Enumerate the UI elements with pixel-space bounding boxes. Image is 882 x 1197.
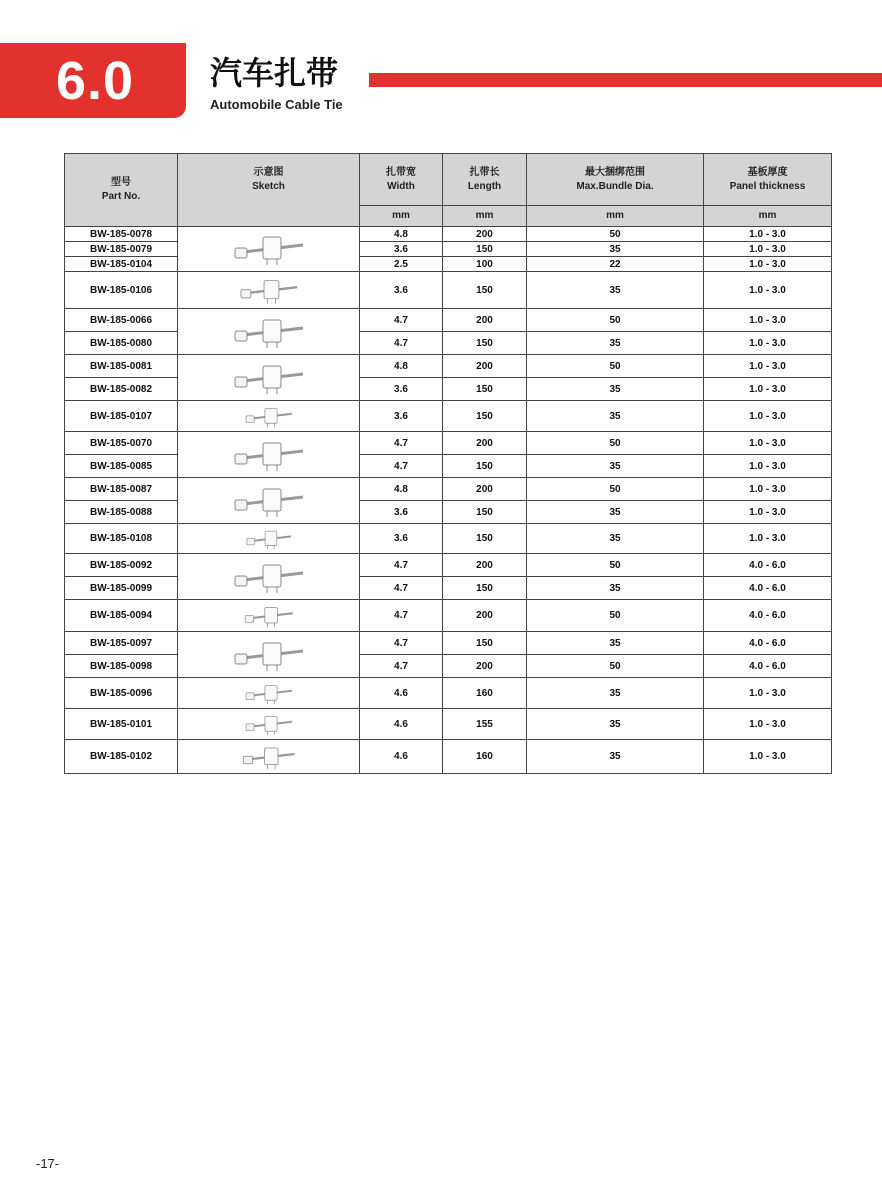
width-cell: 4.7 [360, 455, 443, 478]
panel-thickness-cell: 1.0 - 3.0 [704, 478, 832, 501]
part-number-cell: BW-185-0088 [65, 501, 178, 524]
part-number-cell: BW-185-0092 [65, 554, 178, 577]
page-subtitle: Automobile Cable Tie [210, 97, 343, 112]
bundle-dia-cell: 35 [527, 740, 704, 774]
sketch-cell [178, 272, 360, 309]
part-number-cell: BW-185-0079 [65, 242, 178, 257]
header-width-cn: 扎带宽 [386, 166, 416, 178]
header-panel-en: Panel thickness [729, 180, 806, 192]
header-width [360, 154, 443, 206]
table-row [65, 600, 832, 632]
cable-tie-sketch-icon [229, 711, 309, 738]
panel-thickness-cell: 1.0 - 3.0 [704, 432, 832, 455]
length-cell: 200 [443, 309, 527, 332]
length-cell: 150 [443, 524, 527, 554]
bundle-dia-cell: 35 [527, 678, 704, 709]
sketch-cell [178, 401, 360, 432]
cable-tie-sketch-icon [229, 358, 309, 398]
part-number-cell: BW-185-0101 [65, 709, 178, 740]
part-number-cell: BW-185-0094 [65, 600, 178, 632]
part-number-cell: BW-185-0107 [65, 401, 178, 432]
panel-thickness-cell: 4.0 - 6.0 [704, 577, 832, 600]
cable-tie-sketch-icon [229, 557, 309, 597]
bundle-dia-cell: 50 [527, 355, 704, 378]
bundle-dia-cell: 35 [527, 401, 704, 432]
width-cell: 4.7 [360, 655, 443, 678]
sketch-cell [178, 740, 360, 774]
header-bundle-en: Max.Bundle Dia. [576, 180, 654, 192]
length-cell: 150 [443, 378, 527, 401]
panel-thickness-cell: 4.0 - 6.0 [704, 600, 832, 632]
panel-thickness-cell: 1.0 - 3.0 [704, 355, 832, 378]
part-number-cell: BW-185-0085 [65, 455, 178, 478]
length-cell: 200 [443, 355, 527, 378]
bundle-dia-cell: 35 [527, 455, 704, 478]
panel-thickness-cell: 1.0 - 3.0 [704, 740, 832, 774]
width-cell: 3.6 [360, 401, 443, 432]
table-row [65, 478, 832, 501]
header-length-cn: 扎带长 [469, 166, 500, 178]
cable-tie-sketch-icon [229, 526, 309, 552]
header-panel-cn: 基板厚度 [747, 166, 788, 178]
table-row [65, 401, 832, 432]
length-cell: 160 [443, 740, 527, 774]
panel-thickness-cell: 1.0 - 3.0 [704, 309, 832, 332]
sketch-cell [178, 478, 360, 524]
length-cell: 150 [443, 242, 527, 257]
bundle-dia-cell: 35 [527, 501, 704, 524]
width-cell: 4.7 [360, 432, 443, 455]
panel-thickness-cell: 1.0 - 3.0 [704, 272, 832, 309]
part-number-cell: BW-185-0096 [65, 678, 178, 709]
part-number-cell: BW-185-0106 [65, 272, 178, 309]
length-cell: 155 [443, 709, 527, 740]
table-row [65, 355, 832, 378]
table-row [65, 554, 832, 577]
sketch-cell [178, 632, 360, 678]
length-cell: 200 [443, 478, 527, 501]
sketch-cell [178, 524, 360, 554]
table-row [65, 432, 832, 455]
cable-tie-sketch-icon [229, 635, 309, 675]
table-row [65, 272, 832, 309]
part-number-cell: BW-185-0102 [65, 740, 178, 774]
part-number-cell: BW-185-0082 [65, 378, 178, 401]
panel-thickness-cell: 1.0 - 3.0 [704, 401, 832, 432]
panel-thickness-cell: 1.0 - 3.0 [704, 257, 832, 272]
panel-thickness-cell: 1.0 - 3.0 [704, 524, 832, 554]
part-number-cell: BW-185-0070 [65, 432, 178, 455]
section-number: 6.0 [56, 51, 135, 111]
width-cell: 4.8 [360, 355, 443, 378]
table-row [65, 678, 832, 709]
length-cell: 160 [443, 678, 527, 709]
width-cell: 3.6 [360, 378, 443, 401]
cable-tie-sketch-icon [229, 312, 309, 352]
part-number-cell: BW-185-0066 [65, 309, 178, 332]
width-cell: 4.7 [360, 332, 443, 355]
header-length [443, 154, 527, 206]
bundle-dia-cell: 35 [527, 524, 704, 554]
header-sketch-cn: 示意图 [253, 167, 284, 178]
page-number: -17- [36, 1156, 60, 1171]
length-cell: 150 [443, 455, 527, 478]
part-number-cell: BW-185-0098 [65, 655, 178, 678]
part-number-cell: BW-185-0104 [65, 257, 178, 272]
length-cell: 150 [443, 401, 527, 432]
length-cell: 150 [443, 272, 527, 309]
bundle-dia-cell: 35 [527, 332, 704, 355]
width-cell: 3.6 [360, 501, 443, 524]
table-row [65, 709, 832, 740]
panel-thickness-cell: 1.0 - 3.0 [704, 227, 832, 242]
panel-thickness-cell: 4.0 - 6.0 [704, 554, 832, 577]
header-bundle [527, 154, 704, 206]
bundle-dia-cell: 35 [527, 632, 704, 655]
bundle-dia-cell: 50 [527, 554, 704, 577]
width-cell: 4.7 [360, 309, 443, 332]
sketch-cell [178, 709, 360, 740]
header-part-no-en: Part No. [101, 191, 141, 202]
unit-bundle: mm [527, 206, 704, 227]
bundle-dia-cell: 50 [527, 227, 704, 242]
cable-tie-sketch-icon [229, 403, 309, 430]
width-cell: 4.7 [360, 600, 443, 632]
panel-thickness-cell: 1.0 - 3.0 [704, 678, 832, 709]
table-row [65, 227, 832, 242]
sketch-cell [178, 309, 360, 355]
width-cell: 4.8 [360, 227, 443, 242]
width-cell: 4.6 [360, 709, 443, 740]
page-title: 汽车扎带 [210, 54, 339, 92]
sketch-cell [178, 600, 360, 632]
panel-thickness-cell: 1.0 - 3.0 [704, 378, 832, 401]
bundle-dia-cell: 35 [527, 577, 704, 600]
table-row [65, 740, 832, 774]
panel-thickness-cell: 1.0 - 3.0 [704, 332, 832, 355]
length-cell: 200 [443, 227, 527, 242]
bundle-dia-cell: 50 [527, 432, 704, 455]
length-cell: 200 [443, 554, 527, 577]
bundle-dia-cell: 35 [527, 242, 704, 257]
width-cell: 3.6 [360, 524, 443, 554]
sketch-cell [178, 554, 360, 600]
cable-tie-sketch-icon [229, 680, 309, 707]
cable-tie-sketch-icon [229, 435, 309, 475]
cable-tie-sketch-icon [229, 229, 309, 269]
spec-table [64, 153, 832, 774]
bundle-dia-cell: 50 [527, 600, 704, 632]
length-cell: 150 [443, 632, 527, 655]
bundle-dia-cell: 35 [527, 378, 704, 401]
table-row [65, 524, 832, 554]
title-accent-bar [369, 73, 882, 87]
part-number-cell: BW-185-0078 [65, 227, 178, 242]
panel-thickness-cell: 1.0 - 3.0 [704, 709, 832, 740]
header-length-en: Length [467, 180, 502, 192]
width-cell: 4.7 [360, 554, 443, 577]
unit-width: mm [360, 206, 443, 227]
sketch-cell [178, 227, 360, 272]
sketch-cell [178, 678, 360, 709]
length-cell: 200 [443, 655, 527, 678]
width-cell: 4.7 [360, 632, 443, 655]
unit-length: mm [443, 206, 527, 227]
header-sketch-en: Sketch [252, 181, 285, 192]
width-cell: 4.7 [360, 577, 443, 600]
part-number-cell: BW-185-0108 [65, 524, 178, 554]
length-cell: 150 [443, 577, 527, 600]
length-cell: 100 [443, 257, 527, 272]
cable-tie-sketch-icon [229, 481, 309, 521]
table-row [65, 309, 832, 332]
part-number-cell: BW-185-0099 [65, 577, 178, 600]
panel-thickness-cell: 4.0 - 6.0 [704, 655, 832, 678]
unit-panel: mm [704, 206, 832, 227]
header-part-no [65, 154, 178, 227]
table-row [65, 632, 832, 655]
panel-thickness-cell: 1.0 - 3.0 [704, 455, 832, 478]
bundle-dia-cell: 50 [527, 655, 704, 678]
header-panel [704, 154, 832, 206]
width-cell: 3.6 [360, 272, 443, 309]
width-cell: 3.6 [360, 242, 443, 257]
part-number-cell: BW-185-0081 [65, 355, 178, 378]
bundle-dia-cell: 22 [527, 257, 704, 272]
part-number-cell: BW-185-0087 [65, 478, 178, 501]
length-cell: 200 [443, 600, 527, 632]
width-cell: 4.8 [360, 478, 443, 501]
bundle-dia-cell: 35 [527, 272, 704, 309]
bundle-dia-cell: 50 [527, 478, 704, 501]
bundle-dia-cell: 50 [527, 309, 704, 332]
header-part-no-cn: 型号 [111, 177, 131, 188]
header-bundle-cn: 最大捆绑范围 [585, 166, 645, 178]
width-cell: 2.5 [360, 257, 443, 272]
bundle-dia-cell: 35 [527, 709, 704, 740]
sketch-cell [178, 432, 360, 478]
sketch-cell [178, 355, 360, 401]
length-cell: 200 [443, 432, 527, 455]
cable-tie-sketch-icon [229, 274, 309, 307]
panel-thickness-cell: 4.0 - 6.0 [704, 632, 832, 655]
header-width-en: Width [387, 180, 415, 192]
panel-thickness-cell: 1.0 - 3.0 [704, 501, 832, 524]
length-cell: 150 [443, 332, 527, 355]
part-number-cell: BW-185-0097 [65, 632, 178, 655]
width-cell: 4.6 [360, 678, 443, 709]
panel-thickness-cell: 1.0 - 3.0 [704, 242, 832, 257]
header-sketch [178, 154, 360, 227]
length-cell: 150 [443, 501, 527, 524]
width-cell: 4.6 [360, 740, 443, 774]
part-number-cell: BW-185-0080 [65, 332, 178, 355]
cable-tie-sketch-icon [229, 742, 309, 772]
cable-tie-sketch-icon [229, 602, 309, 630]
